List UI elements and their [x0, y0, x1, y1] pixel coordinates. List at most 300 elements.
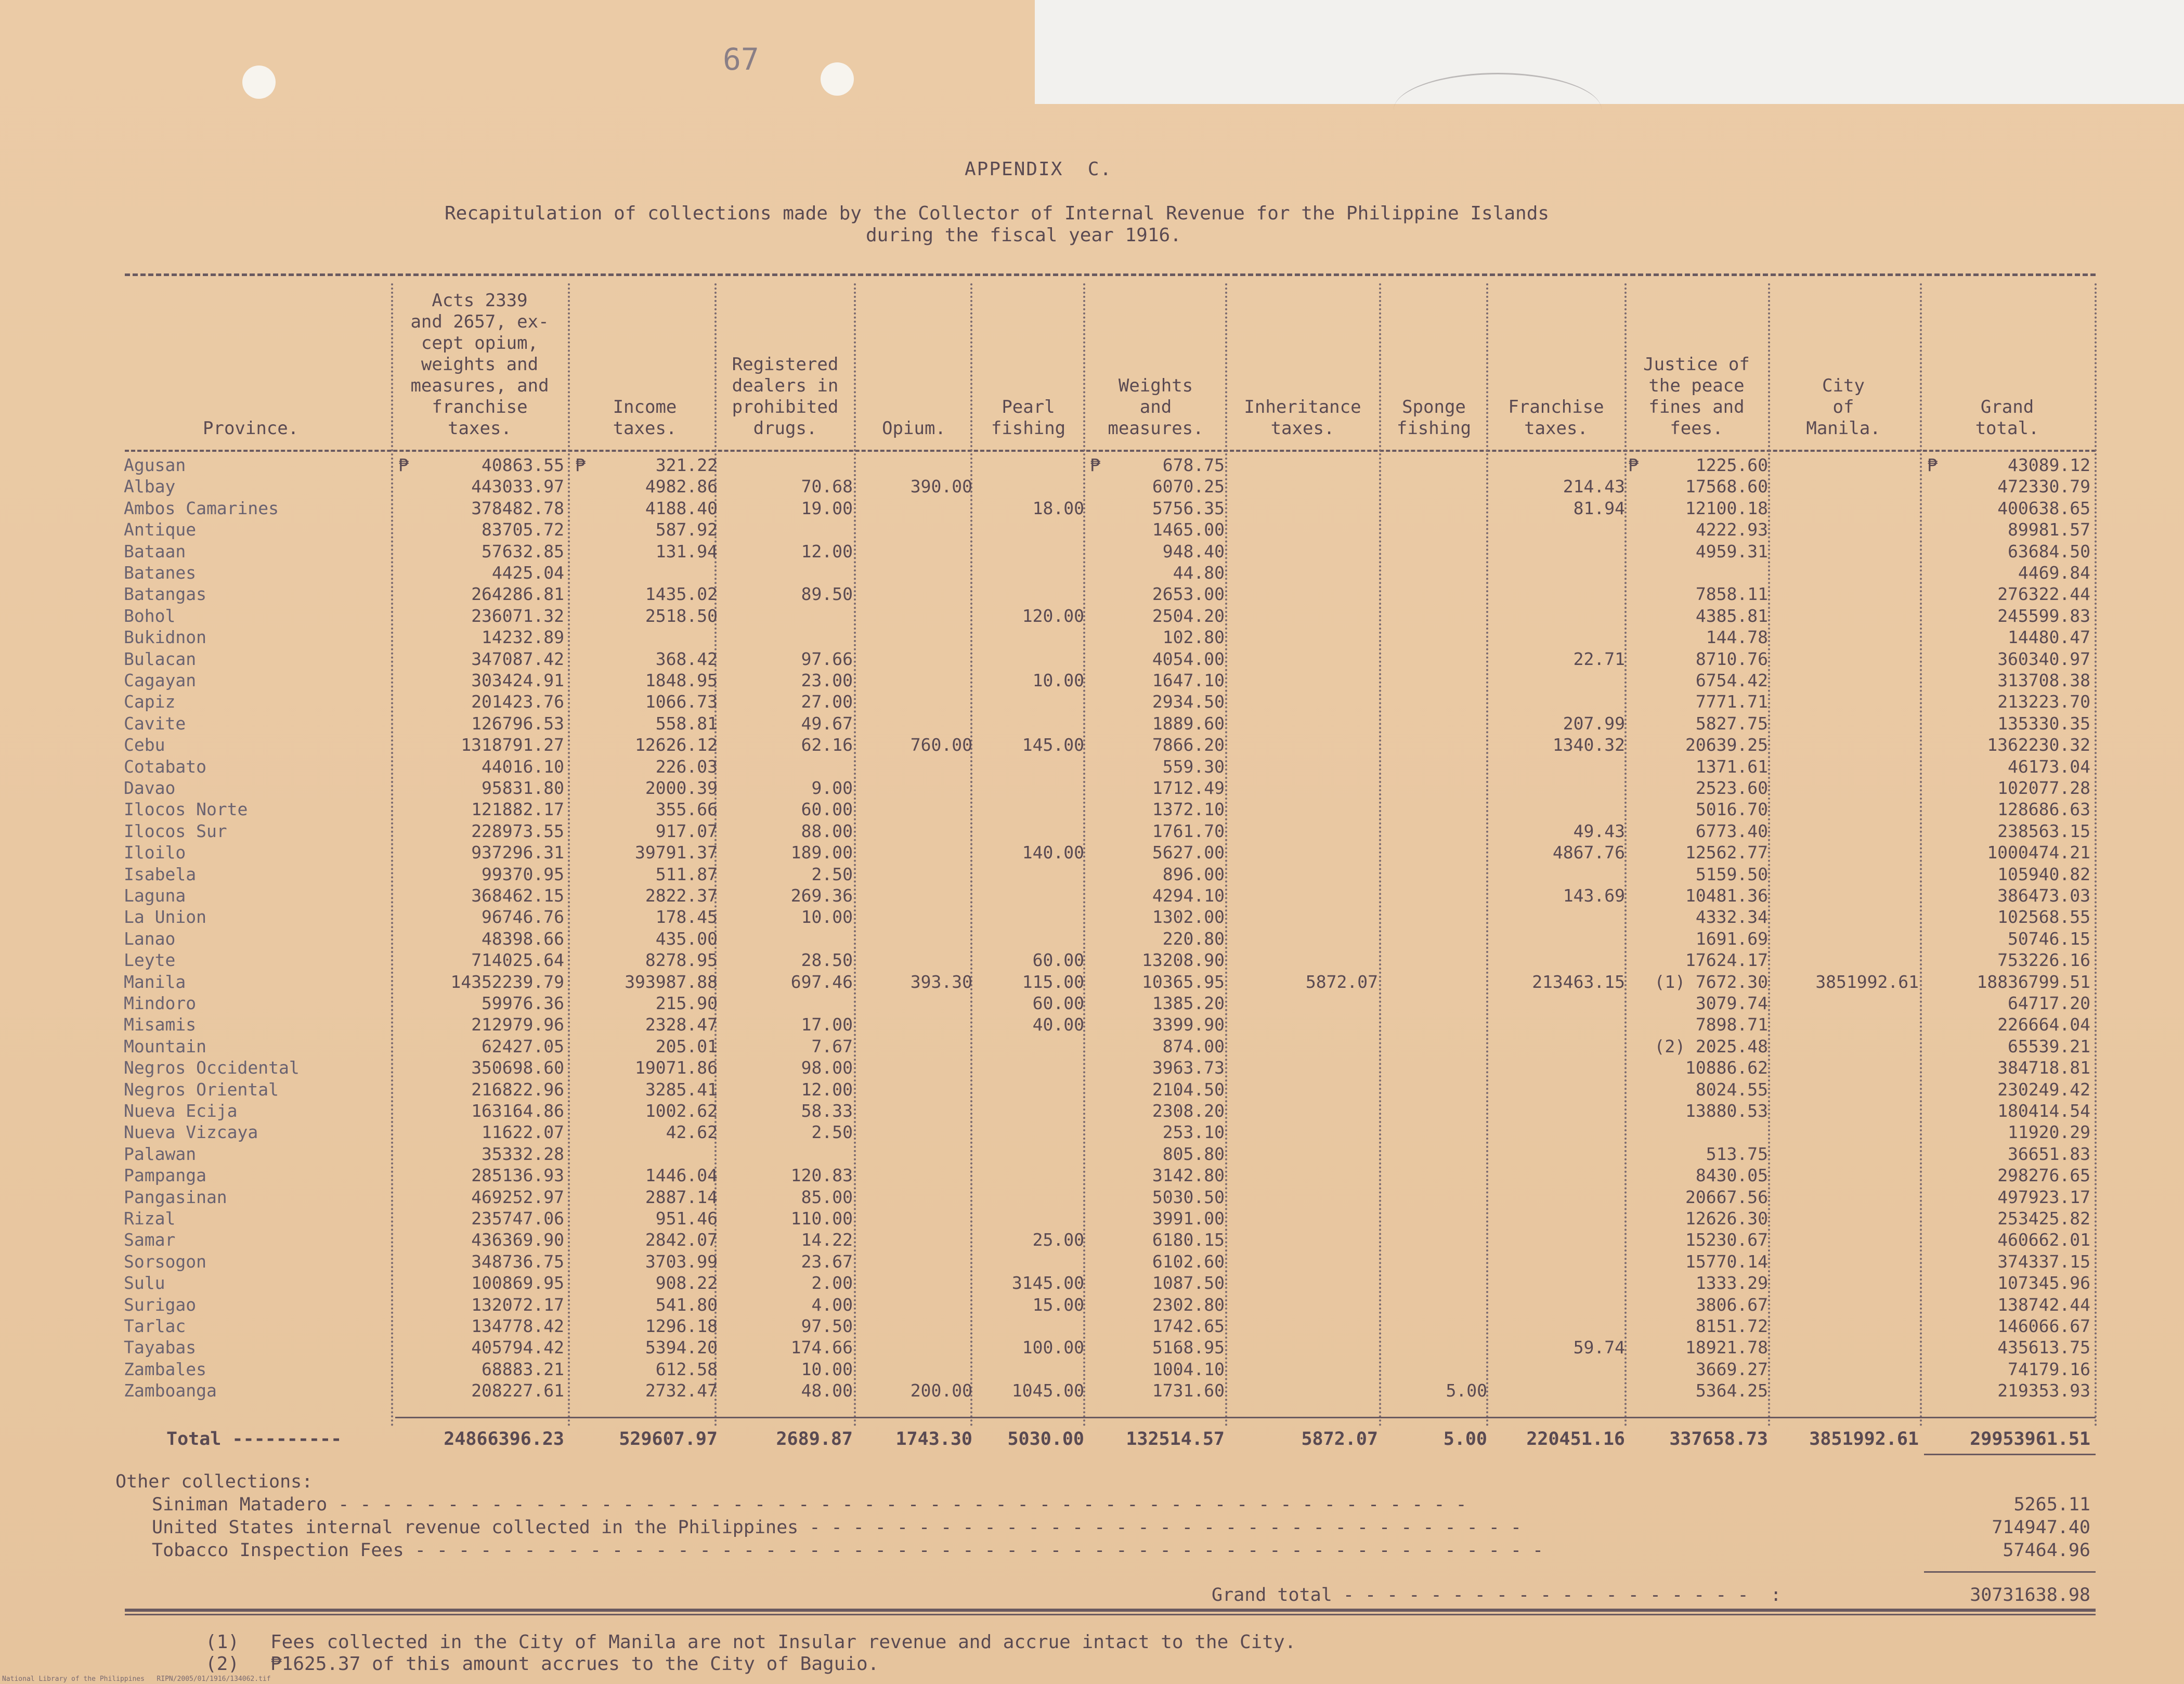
cell-value: 23.67 — [801, 1251, 853, 1272]
cell-value: 1712.49 — [1152, 778, 1225, 798]
cell-value: 85.00 — [801, 1186, 853, 1207]
cell-value: 4469.84 — [2018, 563, 2090, 583]
cell-value: 1000474.21 — [1987, 842, 2090, 863]
column-header-opium: Opium. — [882, 418, 946, 439]
paper-edge-strip — [1035, 0, 2184, 104]
table-row — [0, 713, 2184, 735]
cell-value: 2887.14 — [645, 1186, 718, 1207]
total-top-rule — [395, 1417, 2096, 1418]
cell-value: 59976.36 — [482, 993, 564, 1013]
leader-dashes: - - - - - - - - - - - - - - - - - - - - - - - - - - - - - - - - - - - - - - - - - - - - - - - - - - - - — [327, 1494, 1467, 1515]
province-name: Negros Occidental — [124, 1058, 300, 1078]
table-row — [0, 993, 2184, 1014]
cell-value: 20667.56 — [1685, 1186, 1768, 1207]
cell-value: 2302.80 — [1152, 1294, 1225, 1315]
cell-value: 215.90 — [655, 993, 718, 1013]
cell-value: 2504.20 — [1152, 605, 1225, 626]
table-row — [0, 476, 2184, 498]
table-row — [0, 627, 2184, 648]
other-collection-label — [152, 1494, 1467, 1515]
cell-value: 313708.38 — [1997, 670, 2090, 690]
cell-value: 4982.86 — [645, 476, 718, 497]
cell-value: 1435.02 — [645, 584, 718, 605]
cell-value: 213223.70 — [1997, 691, 2090, 712]
table-row — [0, 1014, 2184, 1036]
other-collection-label-text: United States internal revenue collected in the Philippines — [152, 1517, 799, 1538]
other-collection-label-text: Siniman Matadero — [152, 1494, 328, 1515]
grand-total-value: 30731638.98 — [1970, 1585, 2090, 1605]
cell-value: 896.00 — [1162, 864, 1225, 884]
cell-value: 1731.60 — [1152, 1380, 1225, 1401]
cell-value: 4332.34 — [1695, 907, 1768, 928]
cell-value: 3991.00 — [1152, 1208, 1225, 1229]
total-value: 24866396.23 — [444, 1429, 564, 1450]
cell-value: 469252.97 — [471, 1186, 564, 1207]
cell-value: 753226.16 — [1997, 950, 2090, 971]
cell-value: 100869.95 — [471, 1273, 564, 1294]
table-row — [0, 1187, 2184, 1208]
cell-value: 4222.93 — [1695, 519, 1768, 540]
cell-value: 3703.99 — [645, 1251, 718, 1272]
total-value: 220451.16 — [1526, 1429, 1625, 1450]
cell-value: 145.00 — [1022, 735, 1084, 755]
cell-value: 18921.78 — [1685, 1337, 1768, 1358]
cell-value: 435.00 — [655, 928, 718, 949]
province-name: Negros Oriental — [124, 1079, 279, 1100]
cell-value: 472330.79 — [1997, 476, 2090, 497]
cell-value: 17624.17 — [1685, 950, 1768, 971]
province-name: Nueva Vizcaya — [124, 1122, 258, 1143]
cell-value: 22.71 — [1573, 648, 1625, 669]
table-top-rule — [125, 273, 2096, 276]
province-name: Rizal — [124, 1208, 176, 1229]
cell-value: 10886.62 — [1685, 1058, 1768, 1078]
table-row — [0, 498, 2184, 519]
cell-value: 1333.29 — [1695, 1273, 1768, 1294]
table-row — [0, 584, 2184, 605]
cell-value: 180414.54 — [1997, 1101, 2090, 1121]
cell-value: 3079.74 — [1695, 993, 1768, 1013]
cell-value: 44.80 — [1173, 563, 1225, 583]
province-name: Tayabas — [124, 1337, 197, 1358]
cell-value: 88.00 — [801, 820, 853, 841]
cell-value: 612.58 — [655, 1359, 718, 1379]
cell-value: 189.00 — [790, 842, 853, 863]
province-name: Bataan — [124, 541, 186, 562]
cell-value: 27.00 — [801, 691, 853, 712]
cell-value: 264286.81 — [471, 584, 564, 605]
cell-value: (2) 2025.48 — [1654, 1036, 1768, 1056]
province-name: Mountain — [124, 1036, 206, 1056]
cell-value: 10.00 — [1032, 670, 1084, 690]
cell-value: 120.00 — [1022, 605, 1084, 626]
cell-value: 5756.35 — [1152, 498, 1225, 518]
province-name: Ilocos Sur — [124, 820, 227, 841]
cell-value: 3285.41 — [645, 1079, 718, 1100]
cell-value: 513.75 — [1706, 1143, 1768, 1164]
cell-value: 937296.31 — [471, 842, 564, 863]
cell-value: 11920.29 — [2008, 1122, 2090, 1143]
province-name: Albay — [124, 476, 176, 497]
cell-value: 68883.21 — [482, 1359, 564, 1379]
cell-value: 48.00 — [801, 1380, 853, 1401]
cell-value: 58.33 — [801, 1101, 853, 1121]
column-header-city: City of Manila. — [1806, 375, 1881, 439]
cell-value: 6180.15 — [1152, 1230, 1225, 1250]
cell-value: 6102.60 — [1152, 1251, 1225, 1272]
cell-value: 12562.77 — [1685, 842, 1768, 863]
cell-value: 1362230.32 — [1987, 735, 2090, 755]
other-collection-label-text: Tobacco Inspection Fees — [152, 1540, 404, 1561]
cell-value: 126796.53 — [471, 713, 564, 734]
cell-value: 12626.30 — [1685, 1208, 1768, 1229]
cell-value: 6773.40 — [1695, 820, 1768, 841]
cell-value: 368462.15 — [471, 885, 564, 906]
cell-value: 12100.18 — [1685, 498, 1768, 518]
footnote-2-mark: (2) — [205, 1653, 240, 1675]
cell-value: 81.94 — [1573, 498, 1625, 518]
province-name: Cavite — [124, 713, 186, 734]
cell-value: 14232.89 — [482, 627, 564, 648]
cell-value: 121882.17 — [471, 799, 564, 820]
peso-sign: ₱ — [575, 455, 586, 475]
total-value: 5872.07 — [1301, 1429, 1378, 1450]
cell-value: 587.92 — [655, 519, 718, 540]
cell-value: 253.10 — [1162, 1122, 1225, 1143]
cell-value: 83705.72 — [482, 519, 564, 540]
province-name: Leyte — [124, 950, 176, 971]
grand-total-label: Grand total - - - - - - - - - - - - - - - - - - - : — [1212, 1585, 1782, 1605]
column-header-weights: Weights and measures. — [1108, 375, 1204, 439]
cell-value: 8024.55 — [1695, 1079, 1768, 1100]
table-row — [0, 799, 2184, 820]
table-row — [0, 606, 2184, 627]
cell-value: 60.00 — [1032, 993, 1084, 1013]
cell-value: 40863.55 — [482, 455, 564, 475]
cell-value: 8430.05 — [1695, 1165, 1768, 1186]
total-value: 5030.00 — [1007, 1429, 1084, 1450]
cell-value: 102077.28 — [1997, 778, 2090, 798]
cell-value: 28.50 — [801, 950, 853, 971]
cell-value: 253425.82 — [1997, 1208, 2090, 1229]
cell-value: 59.74 — [1573, 1337, 1625, 1358]
table-row — [0, 842, 2184, 864]
library-caption: National Library of the Philippines RIPN/2005/01/1916/134062.tif — [2, 1675, 271, 1683]
province-name: Iloilo — [124, 842, 186, 863]
table-row — [0, 1380, 2184, 1402]
province-name: Zambales — [124, 1359, 206, 1379]
cell-value: 374337.15 — [1997, 1251, 2090, 1272]
table-row — [0, 972, 2184, 993]
cell-value: 135330.35 — [1997, 713, 2090, 734]
cell-value: 6070.25 — [1152, 476, 1225, 497]
cell-value: 14480.47 — [2008, 627, 2090, 648]
province-name: Bulacan — [124, 648, 197, 669]
cell-value: 5.00 — [1446, 1380, 1487, 1401]
cell-value: 50746.15 — [2008, 928, 2090, 949]
cell-value: 951.46 — [655, 1208, 718, 1229]
cell-value: 805.80 — [1162, 1143, 1225, 1164]
cell-value: 128686.63 — [1997, 799, 2090, 820]
cell-value: 235747.06 — [471, 1208, 564, 1229]
total-value: 29953961.51 — [1970, 1429, 2090, 1450]
cell-value: 17568.60 — [1685, 476, 1768, 497]
cell-value: 49.67 — [801, 713, 853, 734]
cell-value: 5364.25 — [1695, 1380, 1768, 1401]
cell-value: 541.80 — [655, 1294, 718, 1315]
total-row — [0, 1429, 2184, 1452]
table-row — [0, 1144, 2184, 1165]
cell-value: 3669.27 — [1695, 1359, 1768, 1379]
cell-value: 5394.20 — [645, 1337, 718, 1358]
other-collection-label — [152, 1517, 1522, 1538]
total-value: 1743.30 — [895, 1429, 972, 1450]
cell-value: 1848.95 — [645, 670, 718, 690]
cell-value: 18836799.51 — [1977, 971, 2090, 992]
province-name: Bukidnon — [124, 627, 206, 648]
cell-value: 99370.95 — [482, 864, 564, 884]
peso-sign: ₱ — [1927, 455, 1938, 475]
cell-value: 146066.67 — [1997, 1316, 2090, 1336]
province-name: Misamis — [124, 1014, 197, 1035]
table-row — [0, 756, 2184, 778]
cell-value: 714025.64 — [471, 950, 564, 971]
cell-value: 1647.10 — [1152, 670, 1225, 690]
cell-value: 14352239.79 — [450, 971, 564, 992]
cell-value: 917.07 — [655, 820, 718, 841]
cell-value: 36651.83 — [2008, 1143, 2090, 1164]
cell-value: 285136.93 — [471, 1165, 564, 1186]
table-row — [0, 1058, 2184, 1079]
province-name: Sorsogon — [124, 1251, 206, 1272]
cell-value: 2328.47 — [645, 1014, 718, 1035]
table-row — [0, 563, 2184, 584]
province-name: Cotabato — [124, 756, 206, 777]
province-name: Lanao — [124, 928, 176, 949]
cell-value: 40.00 — [1032, 1014, 1084, 1035]
table-row — [0, 670, 2184, 691]
table-row — [0, 1273, 2184, 1294]
cell-value: 393987.88 — [625, 971, 718, 992]
cell-value: 212979.96 — [471, 1014, 564, 1035]
cell-value: 908.22 — [655, 1273, 718, 1294]
cell-value: 435613.75 — [1997, 1337, 2090, 1358]
cell-value: 384718.81 — [1997, 1058, 2090, 1078]
cell-value: 400638.65 — [1997, 498, 2090, 518]
cell-value: 355.66 — [655, 799, 718, 820]
bottom-double-rule-2 — [125, 1614, 2096, 1615]
table-row — [0, 691, 2184, 713]
province-name: Manila — [124, 971, 186, 992]
cell-value: 60.00 — [801, 799, 853, 820]
cell-value: 1385.20 — [1152, 993, 1225, 1013]
table-row — [0, 950, 2184, 971]
other-collection-label — [152, 1540, 1543, 1561]
table-row — [0, 1165, 2184, 1186]
province-name: Pampanga — [124, 1165, 206, 1186]
cell-value: 6754.42 — [1695, 670, 1768, 690]
cell-value: 390.00 — [910, 476, 972, 497]
cell-value: 559.30 — [1162, 756, 1225, 777]
cell-value: 2842.07 — [645, 1230, 718, 1250]
punch-hole — [242, 66, 276, 99]
cell-value: 276322.44 — [1997, 584, 2090, 605]
cell-value: 1446.04 — [645, 1165, 718, 1186]
column-header-income: Income taxes. — [613, 397, 677, 439]
column-header-justice-of: Justice of the peace fines and fees. — [1643, 354, 1750, 439]
cell-value: 874.00 — [1162, 1036, 1225, 1056]
table-row — [0, 455, 2184, 476]
province-name: Nueva Ecija — [124, 1101, 238, 1121]
table-row — [0, 907, 2184, 928]
cell-value: 5159.50 — [1695, 864, 1768, 884]
cell-value: 321.22 — [655, 455, 718, 475]
cell-value: 23.00 — [801, 670, 853, 690]
cell-value: 89.50 — [801, 584, 853, 605]
cell-value: 7771.71 — [1695, 691, 1768, 712]
province-name: Davao — [124, 778, 176, 798]
cell-value: 44016.10 — [482, 756, 564, 777]
cell-value: 5627.00 — [1152, 842, 1225, 863]
cell-value: 2308.20 — [1152, 1101, 1225, 1121]
peso-sign: ₱ — [1628, 455, 1639, 475]
table-row — [0, 1079, 2184, 1101]
other-collection-value: 714947.40 — [1992, 1517, 2090, 1538]
province-name: Sulu — [124, 1273, 165, 1294]
cell-value: 134778.42 — [471, 1316, 564, 1336]
total-value: 337658.73 — [1669, 1429, 1768, 1450]
cell-value: 60.00 — [1032, 950, 1084, 971]
cell-value: 5827.75 — [1695, 713, 1768, 734]
cell-value: 110.00 — [790, 1208, 853, 1229]
cell-value: 174.66 — [790, 1337, 853, 1358]
cell-value: 74179.16 — [2008, 1359, 2090, 1379]
footnote-2-text: ₱1625.37 of this amount accrues to the City of Baguio. — [270, 1653, 879, 1675]
table-row — [0, 1295, 2184, 1316]
table-row — [0, 1337, 2184, 1359]
cell-value: 1087.50 — [1152, 1273, 1225, 1294]
cell-value: 19071.86 — [635, 1058, 718, 1078]
cell-value: 558.81 — [655, 713, 718, 734]
cell-value: 1302.00 — [1152, 907, 1225, 928]
cell-value: 9.00 — [811, 778, 853, 798]
cell-value: 15230.67 — [1685, 1230, 1768, 1250]
cell-value: 143.69 — [1563, 885, 1625, 906]
province-name: Agusan — [124, 455, 186, 475]
table-title-line-2: during the fiscal year 1916. — [866, 225, 1181, 246]
cell-value: 497923.17 — [1997, 1186, 2090, 1207]
cell-value: 1296.18 — [645, 1316, 718, 1336]
table-title-line-1: Recapitulation of collections made by the Collector of Internal Revenue for the Philippine Islands — [445, 203, 1550, 224]
cell-value: 95831.80 — [482, 778, 564, 798]
cell-value: 213463.15 — [1532, 971, 1625, 992]
cell-value: 7858.11 — [1695, 584, 1768, 605]
cell-value: 1045.00 — [1011, 1380, 1084, 1401]
column-header-inheritance: Inheritance taxes. — [1244, 397, 1361, 439]
punch-hole — [821, 62, 854, 96]
province-name: Capiz — [124, 691, 176, 712]
cell-value: 3142.80 — [1152, 1165, 1225, 1186]
province-name: Batanes — [124, 563, 197, 583]
other-collections-heading: Other collections: — [115, 1471, 313, 1492]
cell-value: 2523.60 — [1695, 778, 1768, 798]
cell-value: 12.00 — [801, 541, 853, 562]
cell-value: 63684.50 — [2008, 541, 2090, 562]
bottom-double-rule — [125, 1609, 2096, 1612]
table-row — [0, 929, 2184, 950]
cell-value: 219353.93 — [1997, 1380, 2090, 1401]
cell-value: 107345.96 — [1997, 1273, 2090, 1294]
cell-value: 214.43 — [1563, 476, 1625, 497]
cell-value: 5016.70 — [1695, 799, 1768, 820]
other-collection-value: 57464.96 — [2003, 1540, 2090, 1561]
cell-value: 1372.10 — [1152, 799, 1225, 820]
cell-value: 2.50 — [811, 864, 853, 884]
cell-value: 4385.81 — [1695, 605, 1768, 626]
cell-value: 19.00 — [801, 498, 853, 518]
cell-value: 13208.90 — [1142, 950, 1225, 971]
cell-value: 3806.67 — [1695, 1294, 1768, 1315]
cell-value: 216822.96 — [471, 1079, 564, 1100]
cell-value: 132072.17 — [471, 1294, 564, 1315]
cell-value: 65539.21 — [2008, 1036, 2090, 1056]
footnote-1-text: Fees collected in the City of Manila are not Insular revenue and accrue intact to the City. — [270, 1631, 1296, 1653]
peso-sign: ₱ — [398, 455, 409, 475]
cell-value: 4294.10 — [1152, 885, 1225, 906]
cell-value: 2518.50 — [645, 605, 718, 626]
table-row — [0, 1316, 2184, 1337]
cell-value: 360340.97 — [1997, 648, 2090, 669]
province-name: Batangas — [124, 584, 206, 605]
cell-value: 42.62 — [666, 1122, 718, 1143]
table-row — [0, 735, 2184, 756]
cell-value: 10481.36 — [1685, 885, 1768, 906]
cell-value: 163164.86 — [471, 1101, 564, 1121]
cell-value: 269.36 — [790, 885, 853, 906]
cell-value: 89981.57 — [2008, 519, 2090, 540]
cell-value: 70.68 — [801, 476, 853, 497]
cell-value: 7866.20 — [1152, 735, 1225, 755]
cell-value: 98.00 — [801, 1058, 853, 1078]
cell-value: 236071.32 — [471, 605, 564, 626]
cell-value: 49.43 — [1573, 820, 1625, 841]
cell-value: 105940.82 — [1997, 864, 2090, 884]
column-header-province: Province. — [203, 418, 299, 439]
cell-value: 1004.10 — [1152, 1359, 1225, 1379]
cell-value: 3399.90 — [1152, 1014, 1225, 1035]
cell-value: 62.16 — [801, 735, 853, 755]
cell-value: 226.03 — [655, 756, 718, 777]
cell-value: 245599.83 — [1997, 605, 2090, 626]
total-label: Total ---------- — [166, 1429, 342, 1450]
cell-value: 3963.73 — [1152, 1058, 1225, 1078]
table-row — [0, 821, 2184, 842]
cell-value: 15770.14 — [1685, 1251, 1768, 1272]
province-name: Antique — [124, 519, 197, 540]
total-bottom-rule — [1924, 1454, 2096, 1455]
cell-value: 10365.95 — [1142, 971, 1225, 992]
cell-value: 1761.70 — [1152, 820, 1225, 841]
province-name: Tarlac — [124, 1316, 186, 1336]
cell-value: 1742.65 — [1152, 1316, 1225, 1336]
column-header-acts-2339: Acts 2339 and 2657, ex- cept opium, weights and measures, and franchise taxes. — [410, 290, 549, 439]
cell-value: 7898.71 — [1695, 1014, 1768, 1035]
cell-value: 10.00 — [801, 907, 853, 928]
cell-value: 43089.12 — [2008, 455, 2090, 475]
cell-value: 102568.55 — [1997, 907, 2090, 928]
cell-value: 35332.28 — [482, 1143, 564, 1164]
cell-value: 697.46 — [790, 971, 853, 992]
